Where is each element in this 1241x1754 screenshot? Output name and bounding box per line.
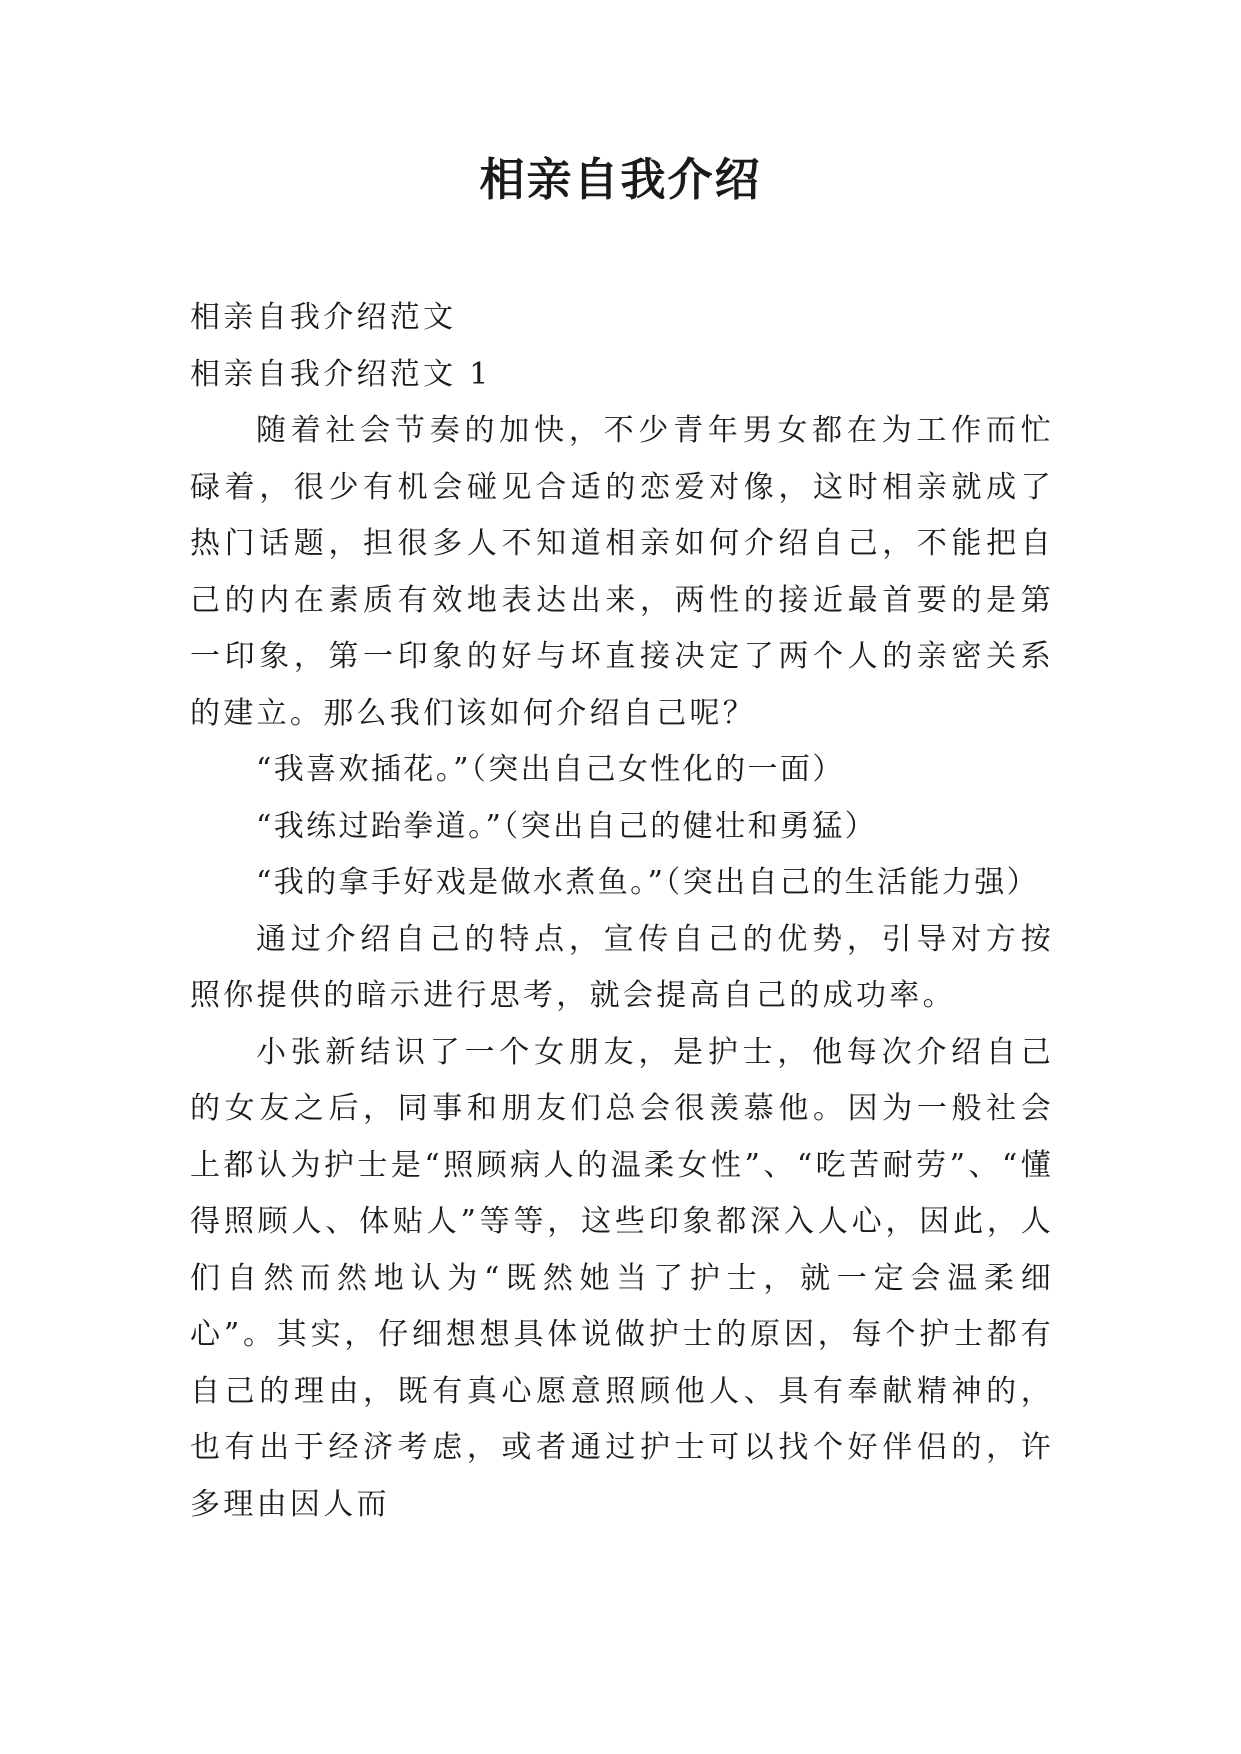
paragraph-nurse-example: 小张新结识了一个女朋友，是护士，他每次介绍自己的女友之后，同事和朋友们总会很羡慕他。因为一般社会上都认为护士是“照顾病人的温柔女性”、“吃苦耐劳”、“懂得照顾人、体贴人”等等，这些印象都深入人心，因此，人们自然而然地认为“既然她当了护士，就一定会温柔细心”。其实，仔细想想具体说做护士的原因，每个护士都有自己的理由，既有真心愿意照顾他人、具有奉献精神的，也有出于经济考虑，或者通过护士可以找个好伴侣的，许多理由因人而	[190, 1034, 1054, 1522]
paragraph-advice: 通过介绍自己的特点，宣传自己的优势，引导对方按照你提供的暗示进行思考，就会提高自己的成功率。	[190, 921, 1054, 1013]
quote-taekwondo: “我练过跆拳道。”（突出自己的健壮和勇猛）	[256, 808, 878, 844]
section-heading: 相亲自我介绍范文 1	[190, 356, 492, 392]
quote-flower-arranging: “我喜欢插花。”（突出自己女性化的一面）	[256, 752, 845, 787]
quote-cooking: “我的拿手好戏是做水煮鱼。”（突出自己的生活能力强）	[256, 865, 1040, 900]
document-subtitle: 相亲自我介绍范文	[190, 300, 457, 335]
paragraph-intro: 随着社会节奏的加快，不少青年男女都在为工作而忙碌着，很少有机会碰见合适的恋爱对像，这时相亲就成了热门话题，担很多人不知道相亲如何介绍自己，不能把自己的内在素质有效地表达出来，两性的接近最首要的是第一印象，第一印象的好与坏直接决定了两个人的亲密关系的建立。那么我们该如何介绍自己呢？	[190, 413, 1054, 731]
document-body	[190, 290, 1054, 1533]
document-title: 相亲自我介绍	[479, 153, 762, 206]
